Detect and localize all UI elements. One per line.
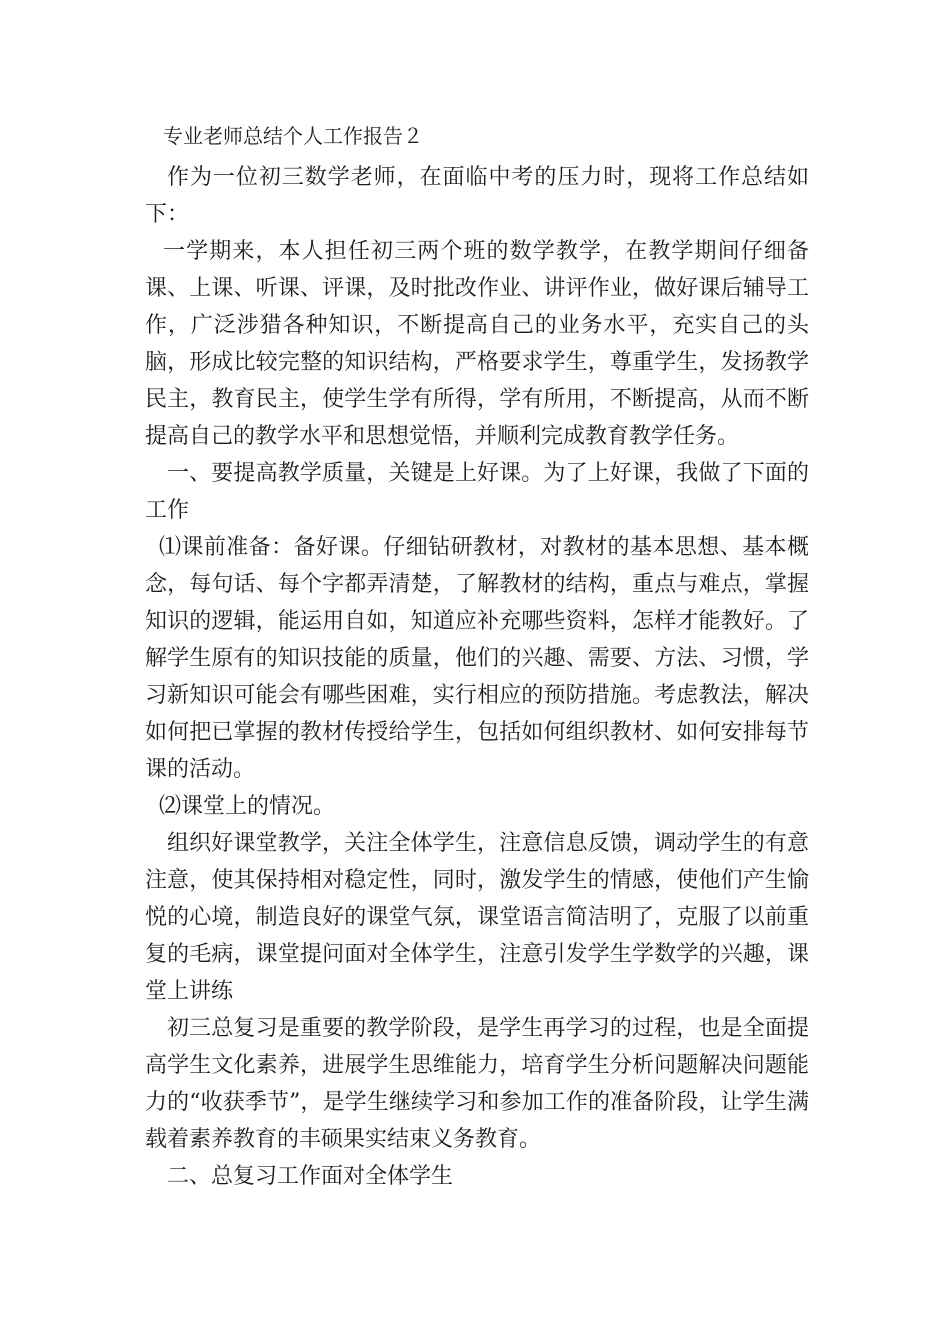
paragraph-semester-summary: 一学期来，本人担任初三两个班的数学教学，在教学期间仔细备课、上课、听课、评课，及时批改作业、讲评作业，做好课后辅导工作，广泛涉猎各种知识，不断提高自己的业务水平，充实自己的头脑，形成比较完整的知识结构，严格要求学生，尊重学生，发扬教学民主，教育民主，使学生学有所得，学有所用，不断提高，从而不断提高自己的教学水平和思想觉悟，并顺利完成教育教学任务。 xyxy=(145,239,809,449)
section-heading-1: 一、要提高教学质量，关键是上好课。为了上好课，我做了下面的工作 xyxy=(145,461,809,523)
document-body xyxy=(145,118,809,1195)
paragraph-classroom-organization: 组织好课堂教学，关注全体学生，注意信息反馈，调动学生的有意注意，使其保持相对稳定性，同时，激发学生的情感，使他们产生愉悦的心境，制造良好的课堂气氛，课堂语言简洁明了，克服了以前重复的毛病，课堂提问面对全体学生，注意引发学生学数学的兴趣，课堂上讲练 xyxy=(145,831,809,1004)
paragraph-review-stage: 初三总复习是重要的教学阶段，是学生再学习的过程，也是全面提高学生文化素养，进展学生思维能力，培育学生分析问题解决问题能力的“收获季节”，是学生继续学习和参加工作的准备阶段，让学生满载着素养教育的丰硕果实结束义务教育。 xyxy=(145,1016,809,1152)
paragraph-preparation: ⑴课前准备：备好课。仔细钻研教材，对教材的基本思想、基本概念，每句话、每个字都弄清楚，了解教材的结构，重点与难点，掌握知识的逻辑，能运用自如，知道应补充哪些资料，怎样才能教好。了解学生原有的知识技能的质量，他们的兴趣、需要、方法、习惯，学习新知识可能会有哪些困难，实行相应的预防措施。考虑教法，解决如何把已掌握的教材传授给学生，包括如何组织教材、如何安排每节课的活动。 xyxy=(145,535,809,782)
document-title: 专业老师总结个人工作报告２ xyxy=(163,124,423,148)
section-heading-2: 二、总复习工作面对全体学生 xyxy=(167,1164,454,1189)
paragraph-classroom-heading: ⑵课堂上的情况。 xyxy=(159,794,336,819)
paragraph-intro: 作为一位初三数学老师，在面临中考的压力时，现将工作总结如下： xyxy=(145,165,809,227)
